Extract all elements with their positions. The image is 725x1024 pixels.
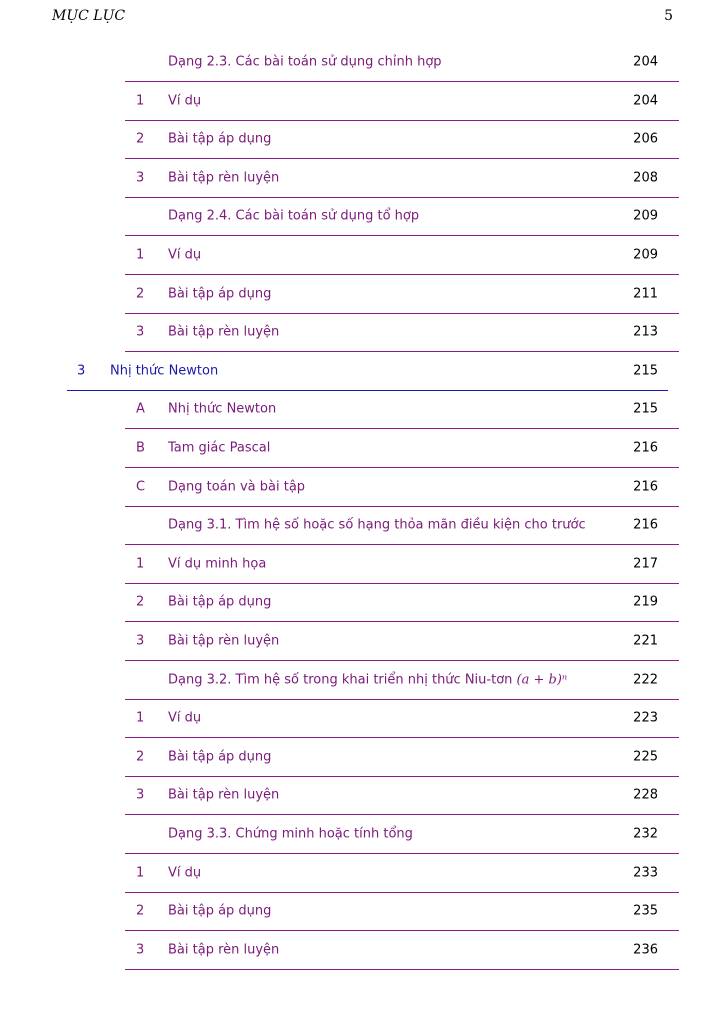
toc-title-text: Dạng 3.2. Tìm hệ số trong khai triển nhị thức Niu-tơn <box>168 672 517 688</box>
toc-title-text: Ví dụ <box>168 865 202 881</box>
toc-title-text: Ví dụ <box>168 710 202 726</box>
toc-entry[interactable] <box>125 854 679 893</box>
toc-page-number: 233 <box>633 865 658 881</box>
toc-title <box>168 788 279 803</box>
toc-page-number: 228 <box>633 787 658 803</box>
toc-title <box>168 942 279 957</box>
toc-entry[interactable] <box>125 545 679 584</box>
toc-title-text: Bài tập rèn luyện <box>168 170 280 186</box>
toc-title <box>168 286 271 301</box>
toc-entry[interactable] <box>125 661 679 700</box>
toc-page-number: 216 <box>633 440 658 456</box>
toc-page-number: 215 <box>633 363 658 379</box>
toc-title-text: Dạng 2.3. Các bài toán sử dụng chỉnh hợp <box>168 54 442 70</box>
toc-title <box>168 518 586 533</box>
toc-title-text: Ví dụ <box>168 93 202 109</box>
toc-page-number: 206 <box>633 131 658 147</box>
toc-page-number: 204 <box>633 93 658 109</box>
toc-title <box>168 865 201 880</box>
page-number: 5 <box>664 8 673 24</box>
toc-entry[interactable] <box>125 699 679 738</box>
toc-number: 3 <box>136 324 145 340</box>
toc-entry[interactable] <box>125 197 679 236</box>
toc-page-number: 211 <box>633 286 658 302</box>
toc-title-text: Bài tập rèn luyện <box>168 324 280 340</box>
toc-number: 3 <box>136 170 145 186</box>
toc-page-number: 213 <box>633 324 658 340</box>
toc-number: A <box>136 401 145 417</box>
toc-number: 2 <box>136 903 145 919</box>
toc-entry[interactable] <box>125 313 679 352</box>
toc-entry[interactable] <box>125 815 679 854</box>
toc-page-number: 209 <box>633 208 658 224</box>
toc-entry[interactable] <box>125 738 679 777</box>
toc-title-text: Bài tập áp dụng <box>168 286 272 302</box>
toc-section[interactable] <box>67 352 668 391</box>
toc-title <box>168 634 279 649</box>
toc-entry[interactable] <box>125 506 679 545</box>
toc-page-number: 219 <box>633 594 658 610</box>
toc-title <box>168 556 266 571</box>
toc-page-number: 216 <box>633 479 658 495</box>
toc-entry[interactable] <box>125 468 679 507</box>
toc-page-number: 232 <box>633 826 658 842</box>
toc-page-number: 223 <box>633 710 658 726</box>
toc-title-text: Ví dụ minh họa <box>168 556 267 572</box>
toc-title <box>168 93 201 108</box>
toc-entry[interactable] <box>125 43 679 82</box>
toc-page-number: 222 <box>633 672 658 688</box>
toc-entry[interactable] <box>125 82 679 121</box>
toc-title-text: Bài tập áp dụng <box>168 749 272 765</box>
toc-entry[interactable] <box>125 159 679 198</box>
toc-title-math: (a + b)ⁿ <box>516 672 568 688</box>
toc-page-number: 221 <box>633 633 658 649</box>
toc-title <box>168 441 270 456</box>
toc-title <box>168 402 276 417</box>
toc-title <box>168 711 201 726</box>
toc-title <box>168 904 271 919</box>
toc-page-number: 209 <box>633 247 658 263</box>
toc-page-number: 216 <box>633 517 658 533</box>
toc-title-text: Nhị thức Newton <box>110 363 219 379</box>
toc-entry[interactable] <box>125 236 679 275</box>
toc-number: 1 <box>136 710 145 726</box>
toc-page-number: 236 <box>633 942 658 958</box>
toc-number: B <box>136 440 145 456</box>
toc-number: 1 <box>136 865 145 881</box>
toc-page-number: 225 <box>633 749 658 765</box>
toc-entry[interactable] <box>125 390 679 429</box>
toc-title <box>168 132 271 147</box>
toc-title-text: Tam giác Pascal <box>168 440 271 456</box>
toc-title <box>110 363 218 378</box>
toc-entry[interactable] <box>125 429 679 468</box>
toc-number: 2 <box>136 131 145 147</box>
toc-title-text: Nhị thức Newton <box>168 401 277 417</box>
toc-entry[interactable] <box>125 776 679 815</box>
toc-number: C <box>136 479 146 495</box>
toc-title-text: Ví dụ <box>168 247 202 263</box>
toc-entry[interactable] <box>125 931 679 970</box>
toc-entry[interactable] <box>125 275 679 314</box>
toc-page-number: 217 <box>633 556 658 572</box>
toc-entry[interactable] <box>125 583 679 622</box>
toc-number: 1 <box>136 93 145 109</box>
toc-page-number: 215 <box>633 401 658 417</box>
toc-number: 3 <box>136 942 145 958</box>
toc-title <box>168 749 271 764</box>
toc-number: 2 <box>136 286 145 302</box>
toc-title <box>168 325 279 340</box>
toc-title-text: Bài tập áp dụng <box>168 903 272 919</box>
toc-title <box>168 55 442 70</box>
toc-title-text: Dạng 2.4. Các bài toán sử dụng tổ hợp <box>168 208 420 224</box>
toc-number: 3 <box>77 363 86 379</box>
toc-title-text: Dạng toán và bài tập <box>168 479 306 495</box>
toc-title-text: Dạng 3.1. Tìm hệ số hoặc số hạng thỏa mãn điều kiện cho trước <box>168 517 586 533</box>
toc-entry[interactable] <box>125 892 679 931</box>
toc-title-text: Bài tập áp dụng <box>168 131 272 147</box>
toc-title <box>168 209 419 224</box>
toc-title <box>168 170 279 185</box>
toc-number: 2 <box>136 594 145 610</box>
running-title: MỤC LỤC <box>52 8 126 24</box>
toc-page-number: 235 <box>633 903 658 919</box>
toc-page-number: 208 <box>633 170 658 186</box>
toc-title-text: Bài tập áp dụng <box>168 594 272 610</box>
toc-title-text: Bài tập rèn luyện <box>168 942 280 958</box>
toc-title-text: Dạng 3.3. Chứng minh hoặc tính tổng <box>168 826 413 842</box>
toc-title-text: Bài tập rèn luyện <box>168 787 280 803</box>
toc-title <box>168 479 305 494</box>
toc-title <box>168 827 413 842</box>
toc-title <box>168 672 567 687</box>
toc-number: 3 <box>136 787 145 803</box>
toc-entry[interactable] <box>125 120 679 159</box>
toc-entry[interactable] <box>125 622 679 661</box>
toc-title <box>168 248 201 263</box>
toc-number: 1 <box>136 556 145 572</box>
toc-number: 3 <box>136 633 145 649</box>
toc-number: 1 <box>136 247 145 263</box>
toc-page-number: 204 <box>633 54 658 70</box>
toc-title <box>168 595 271 610</box>
toc-title-text: Bài tập rèn luyện <box>168 633 280 649</box>
toc-number: 2 <box>136 749 145 765</box>
